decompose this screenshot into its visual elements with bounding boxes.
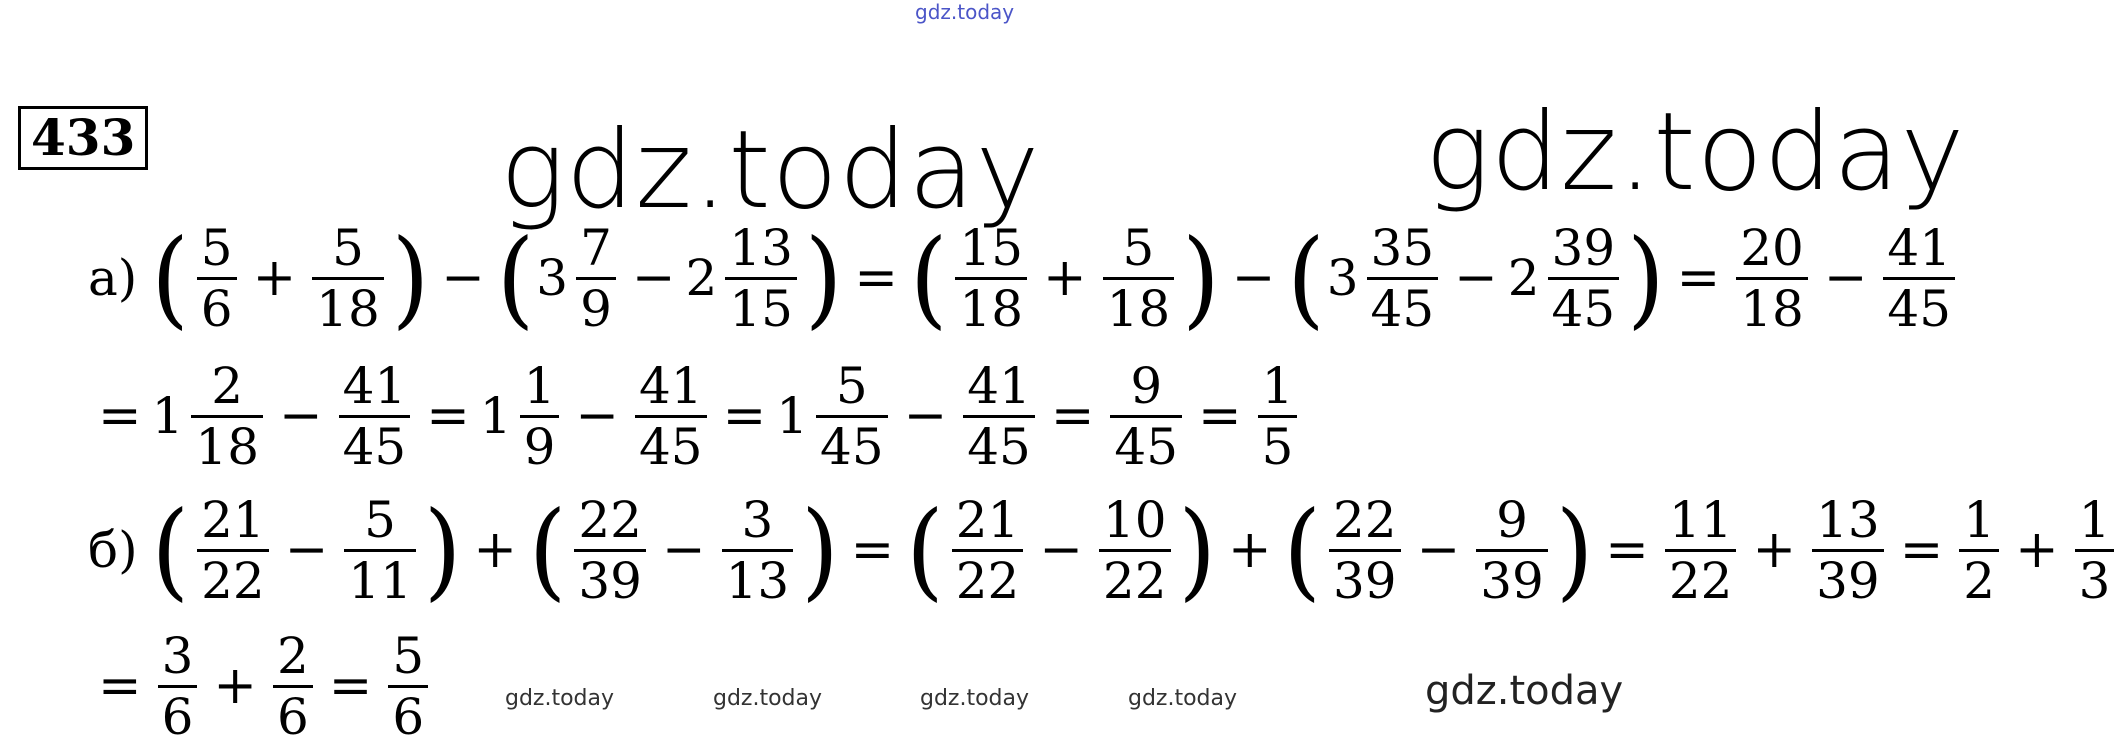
paren-close: ) xyxy=(801,488,839,612)
numerator: 5 xyxy=(1122,218,1155,277)
watermark-small-3: gdz.today xyxy=(920,686,1030,711)
minus-sign: − xyxy=(279,386,323,446)
denominator: 39 xyxy=(1816,551,1880,610)
denominator: 6 xyxy=(392,687,425,746)
equation-line-a2 xyxy=(88,356,1303,476)
numerator: 9 xyxy=(1496,490,1528,549)
numerator: 1 xyxy=(1963,490,1996,549)
fraction xyxy=(158,626,198,746)
watermark-small-2: gdz.today xyxy=(713,686,823,711)
denominator: 22 xyxy=(1102,551,1167,610)
equals-sign: = xyxy=(328,656,373,716)
denominator: 9 xyxy=(580,279,612,338)
paren-open: ( xyxy=(1287,216,1325,340)
plus-sign: + xyxy=(1043,248,1087,308)
denominator: 45 xyxy=(967,417,1031,476)
equals-sign: = xyxy=(1198,386,1242,446)
fraction xyxy=(1110,356,1182,476)
equals-sign: = xyxy=(1605,520,1649,580)
numerator: 20 xyxy=(1740,218,1804,277)
denominator: 22 xyxy=(201,551,265,610)
fraction xyxy=(1103,218,1175,338)
numerator: 1 xyxy=(1261,356,1294,415)
paren-open: ( xyxy=(909,216,948,340)
fraction xyxy=(339,356,411,476)
paren-open: ( xyxy=(151,488,190,612)
equals-sign: = xyxy=(854,248,898,308)
whole-part: 2 xyxy=(1507,249,1540,307)
numerator: 5 xyxy=(332,218,364,277)
fraction xyxy=(197,490,269,610)
plus-sign: + xyxy=(252,248,297,308)
numerator: 9 xyxy=(1130,356,1163,415)
minus-sign: − xyxy=(1231,248,1276,308)
equals-sign: = xyxy=(98,386,142,446)
equals-sign: = xyxy=(98,656,142,716)
equals-sign: = xyxy=(722,386,767,446)
minus-sign: − xyxy=(1454,248,1498,308)
whole-part: 1 xyxy=(479,387,512,445)
fraction xyxy=(1367,218,1439,338)
part-b-label: б) xyxy=(88,521,138,579)
fraction xyxy=(816,356,888,476)
numerator: 39 xyxy=(1551,218,1616,277)
fraction xyxy=(1959,490,1999,610)
fraction xyxy=(197,218,237,338)
fraction xyxy=(1099,490,1171,610)
equation-line-b1 xyxy=(88,490,2120,610)
fraction xyxy=(520,356,560,476)
numerator: 1 xyxy=(523,356,556,415)
whole-part: 2 xyxy=(685,249,718,307)
denominator: 39 xyxy=(1333,551,1397,610)
paren-close: ) xyxy=(391,216,430,340)
equals-sign: = xyxy=(426,386,470,446)
denominator: 3 xyxy=(2078,551,2111,610)
fraction xyxy=(725,218,797,338)
fraction xyxy=(1665,490,1737,610)
fraction xyxy=(344,490,416,610)
problem-number: 433 xyxy=(18,106,148,170)
denominator: 6 xyxy=(161,687,194,746)
fraction xyxy=(963,356,1035,476)
paren-open: ( xyxy=(1283,488,1321,612)
fraction xyxy=(1258,356,1298,476)
whole-part: 3 xyxy=(1326,249,1359,307)
minus-sign: − xyxy=(441,248,485,308)
numerator: 5 xyxy=(364,490,396,549)
denominator: 18 xyxy=(1106,279,1171,338)
plus-sign: + xyxy=(1752,520,1797,580)
numerator: 13 xyxy=(729,218,793,277)
minus-sign: − xyxy=(1823,248,1868,308)
denominator: 13 xyxy=(725,551,790,610)
minus-sign: − xyxy=(662,520,706,580)
denominator: 45 xyxy=(639,417,703,476)
fraction xyxy=(952,490,1024,610)
fraction xyxy=(2075,490,2115,610)
numerator: 11 xyxy=(1668,490,1733,549)
paren-close: ) xyxy=(1178,488,1216,612)
fraction xyxy=(635,356,707,476)
minus-sign: − xyxy=(631,248,676,308)
numerator: 35 xyxy=(1370,218,1435,277)
fraction xyxy=(722,490,794,610)
numerator: 22 xyxy=(1333,490,1397,549)
fraction xyxy=(1548,218,1620,338)
equals-sign: = xyxy=(1899,520,1944,580)
denominator: 18 xyxy=(195,417,260,476)
plus-sign: + xyxy=(1227,520,1272,580)
numerator: 13 xyxy=(1816,490,1880,549)
denominator: 39 xyxy=(1480,551,1544,610)
watermark-small-4: gdz.today xyxy=(1128,686,1238,711)
numerator: 2 xyxy=(276,626,309,685)
whole-part: 1 xyxy=(151,387,184,445)
equals-sign: = xyxy=(1676,248,1721,308)
numerator: 41 xyxy=(639,356,703,415)
fraction xyxy=(574,490,646,610)
equals-sign: = xyxy=(1050,386,1095,446)
denominator: 5 xyxy=(1261,417,1294,476)
denominator: 18 xyxy=(316,279,380,338)
paren-close: ) xyxy=(804,216,843,340)
denominator: 22 xyxy=(955,551,1020,610)
fraction xyxy=(273,626,313,746)
numerator: 10 xyxy=(1102,490,1167,549)
paren-close: ) xyxy=(1627,216,1665,340)
denominator: 45 xyxy=(1551,279,1616,338)
fraction xyxy=(1329,490,1401,610)
fraction xyxy=(576,218,616,338)
fraction xyxy=(388,626,428,746)
denominator: 45 xyxy=(1887,279,1952,338)
numerator: 2 xyxy=(211,356,244,415)
plus-sign: + xyxy=(473,520,517,580)
paren-close: ) xyxy=(423,488,462,612)
fraction xyxy=(1736,218,1808,338)
fraction xyxy=(1812,490,1884,610)
equation-line-b2 xyxy=(88,626,434,746)
paren-open: ( xyxy=(906,488,944,612)
fraction xyxy=(1883,218,1955,338)
fraction xyxy=(191,356,263,476)
minus-sign: − xyxy=(1416,520,1461,580)
paren-open: ( xyxy=(496,216,535,340)
whole-part: 1 xyxy=(776,387,809,445)
denominator: 45 xyxy=(1114,417,1179,476)
denominator: 9 xyxy=(523,417,556,476)
denominator: 39 xyxy=(578,551,642,610)
minus-sign: − xyxy=(284,520,329,580)
numerator: 1 xyxy=(2078,490,2111,549)
paren-open: ( xyxy=(151,216,189,340)
paren-close: ) xyxy=(1555,488,1594,612)
numerator: 3 xyxy=(161,626,194,685)
numerator: 41 xyxy=(967,356,1031,415)
denominator: 6 xyxy=(200,279,233,338)
denominator: 2 xyxy=(1963,551,1996,610)
numerator: 5 xyxy=(200,218,233,277)
numerator: 41 xyxy=(1887,218,1952,277)
numerator: 7 xyxy=(580,218,612,277)
denominator: 22 xyxy=(1668,551,1733,610)
denominator: 6 xyxy=(276,687,309,746)
denominator: 45 xyxy=(1370,279,1435,338)
paren-open: ( xyxy=(528,488,567,612)
denominator: 18 xyxy=(959,279,1024,338)
fraction xyxy=(1476,490,1548,610)
numerator: 22 xyxy=(578,490,642,549)
plus-sign: + xyxy=(213,656,257,716)
denominator: 15 xyxy=(729,279,793,338)
watermark-large-right: gdz.today xyxy=(1425,90,1966,215)
denominator: 11 xyxy=(348,551,412,610)
denominator: 45 xyxy=(820,417,884,476)
watermark-large-left: gdz.today xyxy=(500,108,1041,233)
denominator: 18 xyxy=(1740,279,1804,338)
watermark-small-1: gdz.today xyxy=(505,686,615,711)
numerator: 21 xyxy=(955,490,1020,549)
part-a-label: а) xyxy=(88,249,138,307)
numerator: 5 xyxy=(392,626,425,685)
numerator: 41 xyxy=(342,356,407,415)
equals-sign: = xyxy=(850,520,895,580)
numerator: 3 xyxy=(741,490,774,549)
paren-close: ) xyxy=(1182,216,1220,340)
watermark-top: gdz.today xyxy=(915,0,1015,24)
numerator: 21 xyxy=(201,490,265,549)
minus-sign: − xyxy=(575,386,619,446)
fraction xyxy=(312,218,384,338)
whole-part: 3 xyxy=(536,249,569,307)
numerator: 5 xyxy=(835,356,868,415)
fraction xyxy=(955,218,1027,338)
denominator: 45 xyxy=(342,417,407,476)
plus-sign: + xyxy=(2015,520,2059,580)
watermark-medium: gdz.today xyxy=(1425,668,1624,714)
minus-sign: − xyxy=(1039,520,1083,580)
numerator: 15 xyxy=(959,218,1024,277)
minus-sign: − xyxy=(903,386,948,446)
equation-line-a1 xyxy=(88,218,1961,338)
